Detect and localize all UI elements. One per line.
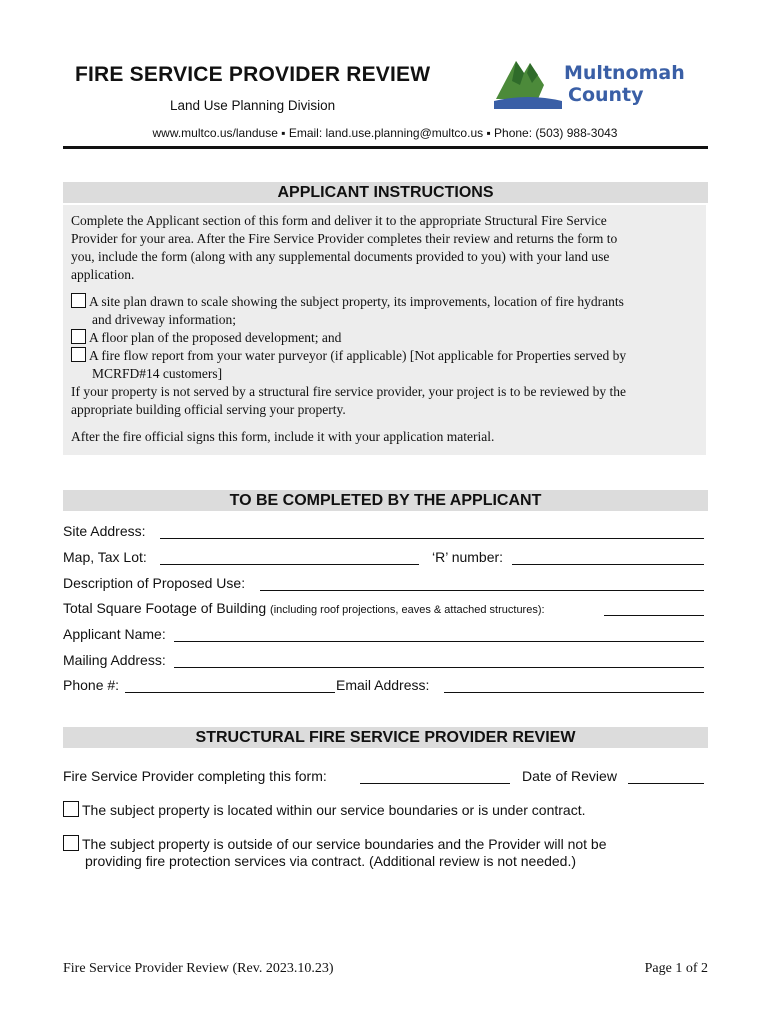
logo-text-county: County xyxy=(568,84,644,106)
date-of-review-field[interactable] xyxy=(628,768,704,784)
sq-footage-text: Total Square Footage of Building xyxy=(63,600,267,616)
logo-text-multnomah: Multnomah xyxy=(564,62,685,84)
section-heading-review: STRUCTURAL FIRE SERVICE PROVIDER REVIEW xyxy=(63,727,708,748)
site-address-label: Site Address: xyxy=(63,523,146,539)
instructions-para1-line2: Provider for your area. After the Fire Service Provider completes their review and returns the form to xyxy=(71,231,618,246)
within-boundaries-label: The subject property is located within our service boundaries or is under contract. xyxy=(82,802,586,818)
footer-form-revision: Fire Service Provider Review (Rev. 2023.10.23) xyxy=(63,961,334,976)
instructions-para1-line3: you, include the form (along with any supplemental documents provided to you) with your land use xyxy=(71,249,610,264)
mountain-logo-icon xyxy=(494,55,562,109)
fire-flow-label-cont: MCRFD#14 customers] xyxy=(92,366,223,381)
provider-label: Fire Service Provider completing this form: xyxy=(63,768,327,784)
sq-footage-label xyxy=(63,600,545,616)
instructions-para2-line1: If your property is not served by a structural fire service provider, your project is to be reviewed by the xyxy=(71,384,627,399)
site-plan-label: A site plan drawn to scale showing the subject property, its improvements, location of fire hydrants xyxy=(89,294,624,309)
instructions-para1-line4: application. xyxy=(71,267,135,282)
header-divider xyxy=(63,146,708,149)
r-number-field[interactable] xyxy=(512,549,704,565)
division-name: Land Use Planning Division xyxy=(170,98,336,113)
checklist-item-fire-flow xyxy=(71,347,626,365)
site-plan-label-cont: and driveway information; xyxy=(92,312,236,327)
contact-line: www.multco.us/landuse ▪ Email: land.use.planning@multco.us ▪ Phone: (503) 988-3043 xyxy=(152,126,618,140)
email-label: Email Address: xyxy=(336,677,430,693)
floor-plan-checkbox[interactable] xyxy=(71,329,86,344)
fire-flow-label: A fire flow report from your water purveyor (if applicable) [Not applicable for Properties served by xyxy=(89,348,627,363)
instructions-para2-line2: appropriate building official serving your property. xyxy=(71,402,346,417)
outside-boundaries-label-cont: providing fire protection services via contract. (Additional review is not needed.) xyxy=(85,853,577,869)
section-heading-applicant: TO BE COMPLETED BY THE APPLICANT xyxy=(63,490,708,511)
option-within-boundaries xyxy=(63,801,585,818)
checklist-item-site-plan xyxy=(71,293,624,311)
sq-footage-field[interactable] xyxy=(604,600,704,616)
applicant-name-label: Applicant Name: xyxy=(63,626,166,642)
footer-page-number: Page 1 of 2 xyxy=(644,961,708,976)
phone-label: Phone #: xyxy=(63,677,120,693)
instructions-para3: After the fire official signs this form, include it with your application material. xyxy=(71,429,495,444)
map-tax-lot-field[interactable] xyxy=(160,549,419,565)
date-of-review-label: Date of Review xyxy=(522,768,617,784)
floor-plan-label: A floor plan of the proposed development; and xyxy=(89,330,342,345)
sq-footage-note: (including roof projections, eaves & attached structures): xyxy=(270,604,545,616)
outside-boundaries-checkbox[interactable] xyxy=(63,835,79,851)
mailing-address-field[interactable] xyxy=(174,652,704,668)
r-number-label: ‘R’ number: xyxy=(432,549,504,565)
provider-field[interactable] xyxy=(360,768,510,784)
instructions-para1-line1: Complete the Applicant section of this form and deliver it to the appropriate Structural Fire Service xyxy=(71,213,607,228)
mailing-address-label: Mailing Address: xyxy=(63,652,166,668)
multnomah-county-logo xyxy=(494,53,684,113)
applicant-name-field[interactable] xyxy=(174,626,704,642)
description-label: Description of Proposed Use: xyxy=(63,575,246,591)
outside-boundaries-label: The subject property is outside of our service boundaries and the Provider will not be xyxy=(82,836,607,852)
option-outside-boundaries xyxy=(63,835,607,852)
description-field[interactable] xyxy=(260,575,704,591)
within-boundaries-checkbox[interactable] xyxy=(63,801,79,817)
phone-field[interactable] xyxy=(125,677,335,693)
page-title: FIRE SERVICE PROVIDER REVIEW xyxy=(75,63,431,86)
fire-flow-checkbox[interactable] xyxy=(71,347,86,362)
section-heading-instructions: APPLICANT INSTRUCTIONS xyxy=(63,182,708,203)
checklist-item-floor-plan xyxy=(71,329,341,347)
email-field[interactable] xyxy=(444,677,704,693)
site-plan-checkbox[interactable] xyxy=(71,293,86,308)
map-tax-lot-label: Map, Tax Lot: xyxy=(63,549,147,565)
site-address-field[interactable] xyxy=(160,523,704,539)
